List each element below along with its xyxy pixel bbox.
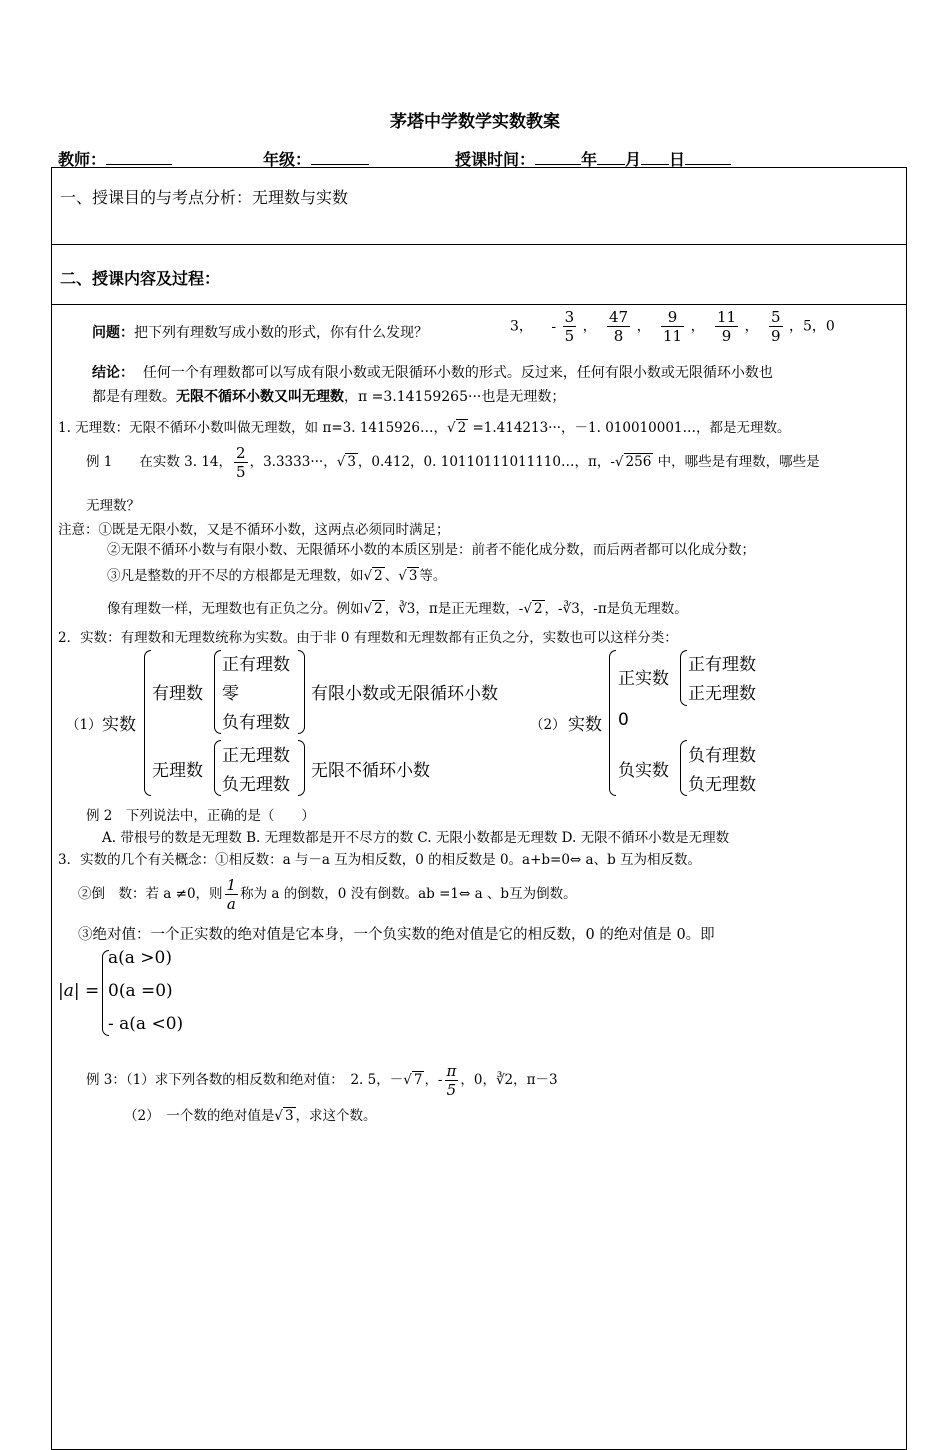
frac-num: 2 — [236, 444, 246, 462]
ex3-q2-text-a: （2） 一个数的绝对值是 — [124, 1108, 275, 1124]
note-4-text-b: ，∛3，π是正无理数，- — [384, 601, 524, 617]
positive-reals: 正实数 — [618, 669, 669, 689]
minus-sign: - — [551, 318, 557, 335]
year-blank[interactable] — [535, 149, 581, 165]
class-1-root: 实数 — [102, 715, 136, 735]
sqrt-2: 2 — [457, 420, 467, 436]
frac-den: a — [226, 895, 236, 913]
zero-2: 0 — [618, 710, 629, 730]
grade-blank[interactable] — [311, 149, 369, 165]
frac-num: 3 — [564, 308, 575, 326]
real-numbers-definition: 2．实数：有理数和无理数统称为实数。由于非 0 有理数和无理数都有正负之分，实数也可以这样分类： — [58, 630, 678, 646]
frac-den: 9 — [721, 327, 732, 345]
conclusion-text-1: 任何一个有理数都可以写成有限小数或无限循环小数的形式。反过来，任何有限小数或无限循环小数也 — [142, 365, 773, 381]
fraction-3-5 — [563, 308, 577, 345]
fraction-pi-5 — [445, 1062, 459, 1099]
pos-irrational-2: 正无理数 — [688, 684, 756, 704]
conclusion-line-1 — [92, 362, 773, 382]
sqrt-3: 3 — [408, 568, 418, 584]
conclusion-line-2 — [92, 386, 565, 406]
end-blank[interactable] — [685, 149, 731, 165]
comma: ， — [582, 318, 597, 335]
conclusion-bold: 无限不循环小数又叫无理数 — [176, 389, 344, 405]
p1-text-b: =1.414213···，－1. 010010001…，都是无理数。 — [468, 420, 791, 436]
month-blank[interactable] — [597, 149, 625, 165]
brace — [144, 650, 151, 796]
fraction-2-5 — [234, 444, 248, 481]
frac-den: 9 — [771, 327, 781, 345]
brace — [680, 740, 687, 796]
negative-reals: 负实数 — [618, 761, 669, 781]
note-4-text-c: ，-∛3，-π是负无理数。 — [544, 601, 688, 617]
row-divider-2 — [51, 304, 907, 305]
comma: ， — [636, 318, 651, 335]
sqrt-256: 256 — [625, 454, 652, 470]
sqrt-2: 2 — [374, 601, 383, 617]
p1-text-a: 1. 无理数：无限不循环小数叫做无理数，如 π=3. 1415926…， — [58, 420, 447, 436]
abs-case-negative: - a(a <0) — [108, 1014, 184, 1034]
pos-rational: 正有理数 — [222, 655, 290, 675]
sqrt-3: 3 — [284, 1108, 294, 1124]
reciprocal-line — [78, 876, 577, 913]
note-4-text-a: 像有理数一样，无理数也有正负之分。例如 — [107, 601, 364, 617]
absolute-value-definition: ③绝对值：一个正实数的绝对值是它本身，一个负实数的绝对值是它的相反数，0 的绝对值是 0。即 — [78, 927, 715, 943]
note-3-text-a: ③凡是整数的开不尽的方根都是无理数，如 — [107, 568, 364, 584]
ex3-q2-text-b: ，求这个数。 — [295, 1108, 377, 1124]
grade-label: 年级： — [263, 150, 312, 169]
irrational-description: 无限不循环小数 — [311, 761, 430, 781]
section-1-heading: 一、授课目的与考点分析：无理数与实数 — [60, 188, 349, 207]
page-title: 茅塔中学数学实数教案 — [390, 112, 560, 132]
frac-num: 1 — [226, 876, 237, 894]
tail-numbers: ，5，0 — [789, 318, 835, 335]
num-3: 3， — [510, 318, 533, 335]
note-3: ③凡是整数的开不尽的方根都是无理数，如√ 2 、√ 3 等。 — [107, 568, 447, 584]
ex1-text-b: ，3.3333···， — [249, 454, 337, 470]
question-text: 把下列有理数写成小数的形式，你有什么发现？ — [134, 325, 428, 341]
note-2: ②无限不循环小数与有限小数、无限循环小数的本质区别是：前者不能化成分数，而后两者都可以化成分数； — [107, 542, 755, 558]
class-2-number: （2） — [530, 717, 566, 733]
ex3-text-b: ，- — [424, 1072, 443, 1088]
class-2-root: 实数 — [568, 715, 602, 735]
abs-case-positive: a(a >0) — [108, 948, 172, 968]
fraction-5-9 — [769, 308, 783, 345]
class-1-rational: 有理数 — [152, 684, 203, 704]
note-1: 注意：①既是无限小数，又是不循环小数，这两点必须同时满足； — [58, 522, 450, 538]
example-1: 例 1 在实数 3. 14， $\frac{2}{5}$ ，3.3333···，√ 3 ，0.412，0. 10110111011110…，π，-√ 256 中，哪些是有理数，哪些是 — [86, 444, 820, 481]
pos-rational-2: 正有理数 — [688, 655, 756, 675]
ex1-text-d: 中，哪些是有理数，哪些是 — [653, 454, 820, 470]
example-2-question: 例 2 下列说法中，正确的是（ ） — [86, 808, 315, 824]
neg-rational-2: 负有理数 — [688, 746, 756, 766]
section-2-heading: 二、授课内容及过程： — [60, 269, 221, 288]
comma: ， — [744, 318, 759, 335]
ex1-text-c: ，0.412，0. 10110111011110…，π，- — [357, 454, 615, 470]
frac-num: 9 — [661, 308, 684, 327]
sqrt-2: 2 — [374, 568, 383, 584]
fraction-1-a — [225, 876, 239, 913]
rational-description: 有限小数或无限循环小数 — [311, 684, 498, 704]
fraction-9-11 — [661, 308, 684, 345]
abs-lhs: |a| = — [58, 981, 100, 1001]
teacher-blank[interactable] — [106, 149, 172, 165]
question-numbers — [510, 308, 835, 345]
zero: 零 — [222, 684, 239, 704]
brace — [214, 740, 221, 796]
sqrt-3: 3 — [347, 454, 356, 470]
note-4: 像有理数一样，无理数也有正负之分。例如√ 2 ，∛3，π是正无理数，-√ 2 ，-∛3，-π是负无理数。 — [107, 601, 688, 617]
class-1-irrational: 无理数 — [152, 761, 203, 781]
brace — [609, 650, 616, 796]
frac-num: 47 — [609, 308, 629, 326]
example-3-part-1: 例 3：（1）求下列各数的相反数和绝对值： 2. 5，－√ 7 ，- $\frac{\pi}{5}$ ，0，∛2，π－3 — [86, 1062, 558, 1099]
conclusion-label: 结论： — [92, 365, 134, 381]
frac-num: π — [446, 1062, 457, 1080]
brace — [298, 650, 305, 734]
reciprocal-text-b: 称为 a 的倒数，0 没有倒数。ab =1⇔ a 、b互为倒数。 — [240, 886, 577, 902]
frac-den: 5 — [446, 1081, 457, 1099]
frac-den: 5 — [236, 463, 246, 481]
sqrt-7: 7 — [413, 1072, 423, 1088]
reciprocal-text-a: ②倒 数：若 a ≠0，则 — [78, 886, 223, 902]
fraction-11-9 — [715, 308, 738, 345]
brace — [214, 650, 221, 734]
example-3-part-2: （2） 一个数的绝对值是√ 3 ，求这个数。 — [124, 1108, 377, 1124]
irrational-definition: 1. 无理数：无限不循环小数叫做无理数，如 π=3. 1415926…，√ 2 =1.414213···，－1. 010010001…，都是无理数。 — [58, 420, 791, 436]
neg-rational: 负有理数 — [222, 713, 290, 733]
row-divider-1 — [51, 244, 907, 245]
note-3-text-c: 等。 — [419, 568, 447, 584]
abs-case-zero: 0(a =0) — [108, 981, 173, 1001]
neg-irrational-2: 负无理数 — [688, 775, 756, 795]
example-1-line-2: 无理数？ — [86, 498, 140, 514]
day-blank[interactable] — [641, 149, 669, 165]
ex1-text-a: 例 1 在实数 3. 14， — [86, 454, 233, 470]
brace — [680, 650, 687, 706]
brace — [298, 740, 305, 796]
conclusion-text-2a: 都是有理数。 — [92, 389, 176, 405]
question-label: 问题： — [92, 325, 134, 341]
day-label: 日 — [669, 150, 686, 169]
conclusion-text-2c: ，π =3.14159265···也是无理数； — [344, 389, 566, 405]
note-3-text-b: 、 — [384, 568, 399, 584]
time-label: 授课时间： — [455, 150, 536, 169]
year-label: 年 — [581, 150, 598, 169]
sqrt-2: 2 — [533, 601, 543, 617]
month-label: 月 — [625, 150, 642, 169]
frac-num: 11 — [717, 308, 737, 326]
class-1-number: （1） — [66, 717, 102, 733]
ex3-text-c: ，0，∛2，π－3 — [460, 1072, 558, 1088]
frac-den: 5 — [564, 327, 575, 345]
neg-irrational: 负无理数 — [222, 775, 290, 795]
ex3-text-a: 例 3：（1）求下列各数的相反数和绝对值： 2. 5，－ — [86, 1072, 404, 1088]
frac-den: 8 — [613, 327, 624, 345]
example-2-options: A. 带根号的数是无理数 B. 无理数都是开不尽方的数 C. 无限小数都是无理数 D. 无限不循环小数是无理数 — [102, 830, 730, 846]
pos-irrational: 正无理数 — [222, 746, 290, 766]
concepts-opposites: 3．实数的几个有关概念：①相反数：a 与－a 互为相反数，0 的相反数是 0。a+b=0⇔ a、b 互为相反数。 — [58, 852, 702, 868]
frac-den: 11 — [663, 327, 683, 345]
teacher-label: 教师： — [58, 150, 107, 169]
frac-num: 5 — [771, 308, 781, 326]
fraction-47-8 — [607, 308, 630, 345]
question-line — [92, 322, 428, 342]
comma: ， — [690, 318, 705, 335]
